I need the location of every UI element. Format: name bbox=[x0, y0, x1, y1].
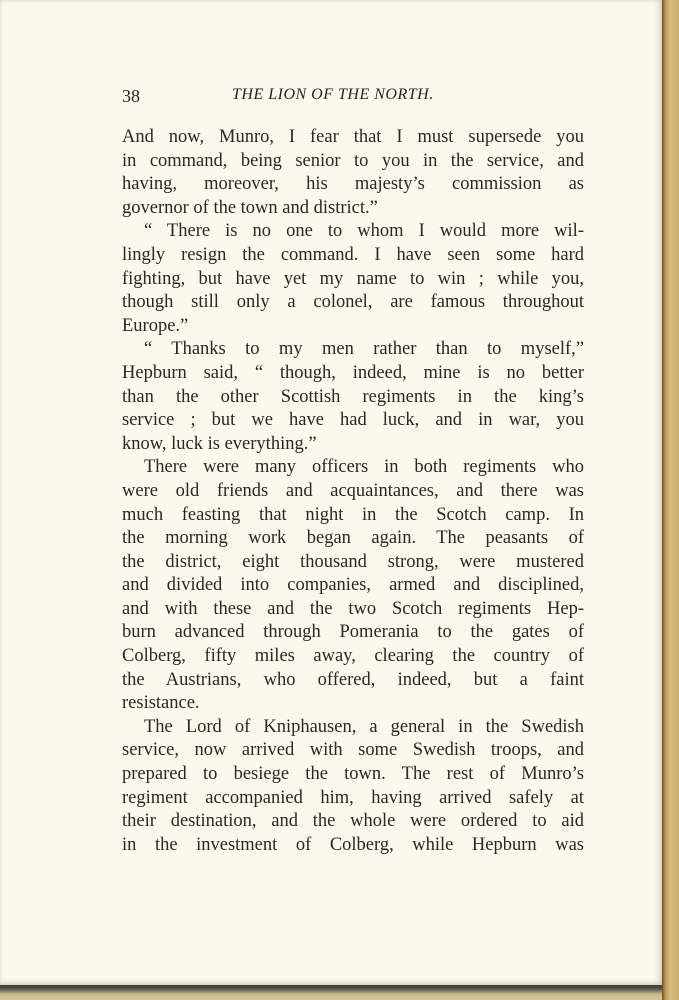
text-line: Europe.” bbox=[122, 315, 189, 336]
text-line: burn advanced through Pomerania to the gates of bbox=[122, 622, 584, 643]
body-text bbox=[122, 126, 584, 857]
text-line: service, now arrived with some Swedish troops, and bbox=[122, 740, 584, 761]
text-line: service ; but we have had luck, and in war, you bbox=[122, 410, 584, 431]
text-line: though still only a colonel, are famous throughout bbox=[122, 292, 584, 313]
text-line: resistance. bbox=[122, 693, 200, 714]
page-bottom-edge bbox=[0, 985, 662, 1000]
text-line: than the other Scottish regiments in the king’s bbox=[122, 386, 584, 407]
text-line: their destination, and the whole were ordered to aid bbox=[122, 811, 584, 832]
text-line: regiment accompanied him, having arrived safely at bbox=[122, 787, 584, 808]
text-line: The Lord of Kniphausen, a general in the Swedish bbox=[144, 716, 584, 737]
page-number: 38 bbox=[122, 86, 140, 106]
text-line: and with these and the two Scotch regiments Hep- bbox=[122, 598, 584, 619]
running-title: THE LION OF THE NORTH. bbox=[232, 86, 434, 103]
text-line: prepared to besiege the town. The rest of Munro’s bbox=[122, 764, 584, 785]
text-line: fighting, but have yet my name to win ; while you, bbox=[122, 268, 584, 289]
text-line: Colberg, fifty miles away, clearing the country of bbox=[122, 646, 584, 667]
text-line: governor of the town and district.” bbox=[122, 197, 378, 218]
text-line: in the investment of Colberg, while Hepburn was bbox=[122, 834, 584, 855]
text-line: There were many officers in both regiments who bbox=[144, 457, 584, 478]
text-line: in command, being senior to you in the service, and bbox=[122, 150, 584, 171]
text-line: Hepburn said, “ though, indeed, mine is no better bbox=[122, 362, 584, 383]
text-line: know, luck is everything.” bbox=[122, 433, 317, 454]
text-line: the Austrians, who offered, indeed, but a faint bbox=[122, 669, 584, 690]
text-line: much feasting that night in the Scotch camp. In bbox=[122, 504, 584, 525]
text-line: and divided into companies, armed and disciplined, bbox=[122, 575, 584, 596]
text-line: lingly resign the command. I have seen some hard bbox=[122, 244, 584, 265]
text-line: “ Thanks to my men rather than to myself,” bbox=[144, 339, 584, 360]
book-spine-edge bbox=[662, 0, 679, 1000]
text-line: the district, eight thousand strong, were mustered bbox=[122, 551, 584, 572]
text-line: “ There is no one to whom I would more wil- bbox=[144, 221, 584, 242]
page-header bbox=[122, 86, 587, 110]
text-line: were old friends and acquaintances, and there was bbox=[122, 480, 584, 501]
text-line: And now, Munro, I fear that I must supersede you bbox=[122, 127, 584, 147]
text-line: the morning work began again. The peasants of bbox=[122, 528, 584, 549]
text-line: having, moreover, his majesty’s commission as bbox=[122, 174, 584, 195]
